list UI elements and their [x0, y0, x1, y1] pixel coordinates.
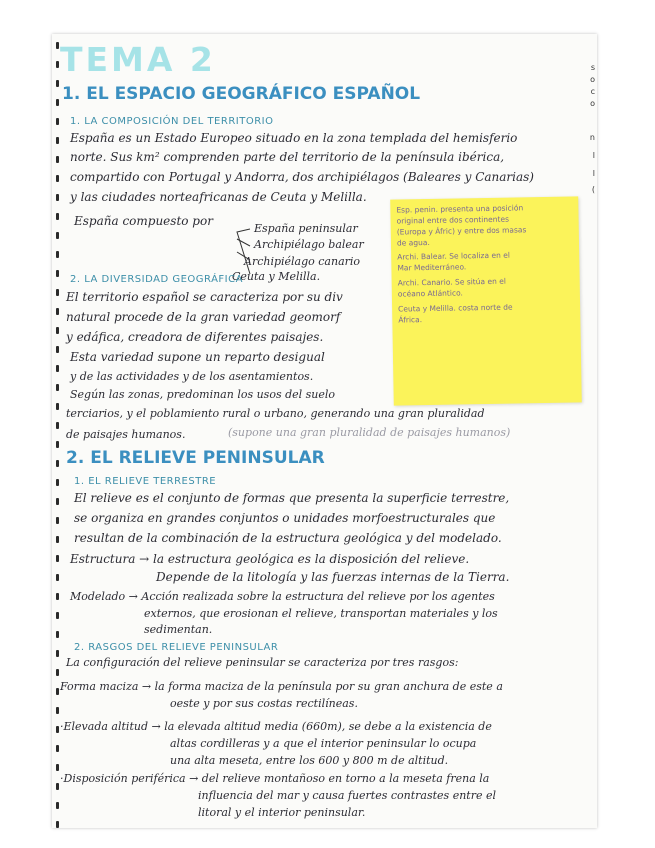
- text-line: y edáfica, creadora de diferentes paisajes.: [66, 330, 324, 344]
- compuesto-item: España peninsular: [254, 222, 358, 235]
- text-line: compartido con Portugal y Andorra, dos archipiélagos (Baleares y Canarias): [70, 170, 534, 184]
- text-line: España es un Estado Europeo situado en la zona templada del hemisferio: [70, 131, 518, 145]
- text-line: y las ciudades norteafricanas de Ceuta y Melilla.: [70, 190, 367, 204]
- edge-mark: l: [592, 169, 595, 178]
- text-line: una alta meseta, entre los 600 y 800 m de altitud.: [170, 754, 449, 767]
- text-line: se organiza en grandes conjuntos o unidades morfoestructurales que: [74, 511, 496, 525]
- edge-mark: (: [591, 185, 595, 194]
- sticky-line: Ceuta y Melilla. costa norte de: [398, 302, 513, 314]
- section-heading-1: 1. EL ESPACIO GEOGRÁFICO ESPAÑOL: [62, 84, 421, 104]
- compuesto-item: Archipiélago canario: [244, 255, 361, 268]
- text-line: terciarios, y el poblamiento rural o urbano, generando una gran pluralidad: [66, 407, 485, 420]
- section-heading-2: 2. EL RELIEVE PENINSULAR: [66, 448, 325, 468]
- subheading-composicion: 1. LA COMPOSICIÓN DEL TERRITORIO: [70, 116, 274, 127]
- text-line: ·Elevada altitud → la elevada altitud media (660m), se debe a la existencia de: [60, 720, 492, 733]
- text-line: y de las actividades y de los asentamientos.: [70, 370, 314, 383]
- sticky-line: océano Atlántico.: [397, 288, 463, 299]
- sticky-line: original entre dos continentes: [396, 214, 510, 226]
- sticky-line: África.: [398, 315, 423, 325]
- text-line: norte. Sus km² comprenden parte del territorio de la península ibérica,: [70, 150, 505, 164]
- subheading-rasgos: 2. RASGOS DEL RELIEVE PENINSULAR: [74, 642, 279, 653]
- text-line: litoral y el interior peninsular.: [198, 806, 366, 819]
- text-line: influencia del mar y causa fuertes contrastes entre el: [198, 789, 496, 802]
- compuesto-label: España compuesto por: [74, 214, 213, 228]
- notebook-page: [52, 34, 597, 828]
- text-line: Forma maciza → la forma maciza de la península por su gran anchura de este a: [60, 680, 503, 693]
- edge-mark: s: [590, 63, 595, 72]
- sticky-line: (Europa y Áfric) y entre dos masas: [396, 225, 527, 237]
- sticky-line: Mar Mediterráneo.: [397, 262, 467, 273]
- page-title: TEMA 2: [60, 40, 216, 79]
- sticky-line: de agua.: [396, 237, 430, 248]
- text-line: externos, que erosionan el relieve, transportan materiales y los: [144, 607, 498, 620]
- edge-mark: n: [589, 133, 595, 142]
- text-line: sedimentan.: [144, 623, 213, 636]
- text-line: oeste y por sus costas rectilíneas.: [170, 697, 358, 710]
- text-line: natural procede de la gran variedad geomorf: [66, 310, 341, 324]
- text-line: Estructura → la estructura geológica es la disposición del relieve.: [70, 552, 470, 566]
- sticky-line: Archi. Canario. Se sitúa en el: [397, 276, 506, 288]
- sticky-line: Archi. Balear. Se localiza en el: [397, 250, 510, 262]
- text-line: altas cordilleras y a que el interior peninsular lo ocupa: [170, 737, 477, 750]
- subheading-diversidad: 2. LA DIVERSIDAD GEOGRÁFICA: [70, 274, 243, 285]
- compuesto-item: Ceuta y Melilla.: [232, 270, 321, 283]
- compuesto-item: Archipiélago balear: [254, 238, 364, 251]
- edge-mark: o: [590, 75, 595, 84]
- text-line: Esta variedad supone un reparto desigual: [70, 350, 325, 364]
- edge-mark: l: [592, 151, 595, 160]
- edge-mark: c: [590, 87, 595, 96]
- text-line: de paisajes humanos.: [66, 428, 186, 441]
- edge-mark: o: [590, 99, 595, 108]
- sticky-note: [390, 196, 582, 405]
- text-line: ·Disposición periférica → del relieve montañoso en torno a la meseta frena la: [60, 772, 490, 785]
- text-line: Depende de la litología y las fuerzas internas de la Tierra.: [156, 570, 510, 584]
- text-line: resultan de la combinación de la estructura geológica y del modelado.: [74, 531, 502, 545]
- text-line: La configuración del relieve peninsular se caracteriza por tres rasgos:: [66, 656, 459, 669]
- subheading-relieve-terrestre: 1. EL RELIEVE TERRESTRE: [74, 476, 217, 487]
- sticky-line: Esp. penin. presenta una posición: [396, 203, 524, 215]
- text-line: El relieve es el conjunto de formas que presenta la superficie terrestre,: [74, 491, 510, 505]
- text-line: El territorio español se caracteriza por su div: [66, 290, 343, 304]
- text-line: Modelado → Acción realizada sobre la estructura del relieve por los agentes: [70, 590, 495, 603]
- text-line: Según las zonas, predominan los usos del suelo: [70, 388, 336, 401]
- note-parenthetical: (supone una gran pluralidad de paisajes humanos): [228, 426, 511, 439]
